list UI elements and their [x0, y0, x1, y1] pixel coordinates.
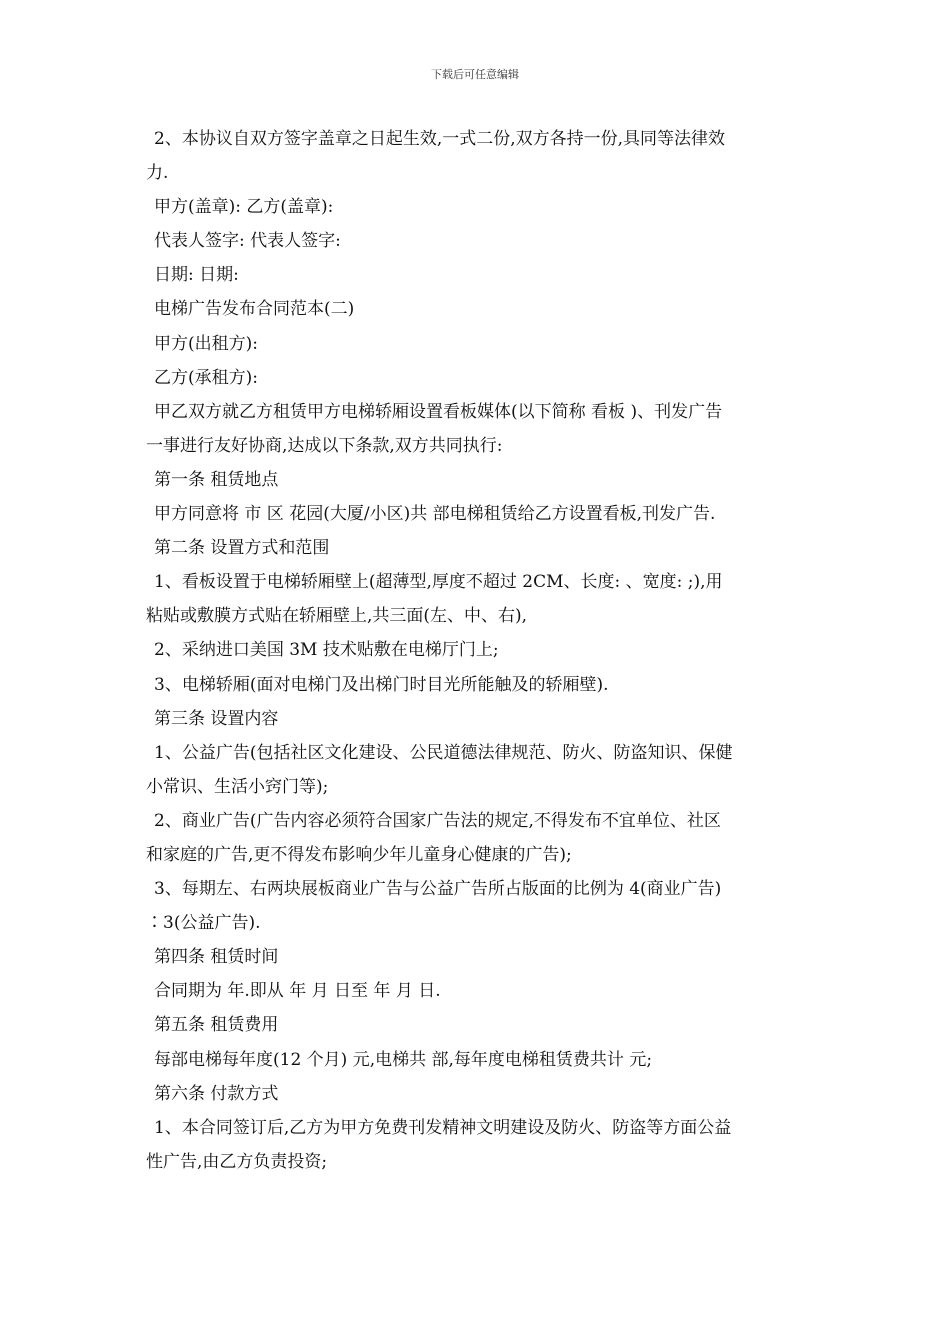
text-line: 2、采纳进口美国 3M 技术贴敷在电梯厅门上; — [154, 640, 499, 661]
text-line: 甲方(盖章): 乙方(盖章): — [154, 197, 334, 218]
text-line: 性广告,由乙方负责投资; — [146, 1151, 328, 1172]
text-line: 每部电梯每年度(12 个月) 元,电梯共 部,每年度电梯租赁费共计 元; — [154, 1049, 653, 1070]
document-body — [146, 122, 811, 1179]
text-line: 3、每期左、右两块展板商业广告与公益广告所占版面的比例为 4(商业广告) — [154, 879, 722, 900]
text-line: 小常识、生活小窍门等); — [146, 776, 329, 797]
text-line: 第五条 租赁费用 — [154, 1015, 279, 1036]
text-line: 和家庭的广告,更不得发布影响少年儿童身心健康的广告); — [146, 844, 572, 865]
text-line: 电梯广告发布合同范本(二) — [154, 299, 355, 320]
text-line: 甲乙双方就乙方租赁甲方电梯轿厢设置看板媒体(以下简称 看板 )、刊发广告 — [154, 401, 723, 422]
text-line: 2、本协议自双方签字盖章之日起生效,一式二份,双方各持一份,具同等法律效 — [154, 129, 726, 149]
text-line: 第一条 租赁地点 — [154, 469, 279, 490]
text-line: 代表人签字: 代表人签字: — [154, 231, 341, 252]
text-line: 一事进行友好协商,达成以下条款,双方共同执行: — [146, 435, 503, 456]
text-line: 1、公益广告(包括社区文化建设、公民道德法律规范、防火、防盗知识、保健 — [154, 742, 733, 763]
text-line: 粘贴或敷膜方式贴在轿厢壁上,共三面(左、中、右), — [146, 606, 528, 627]
text-line: 3、电梯轿厢(面对电梯门及出梯门时目光所能触及的轿厢壁). — [154, 674, 609, 695]
text-line: 第六条 付款方式 — [154, 1083, 279, 1104]
text-line: 1、本合同签订后,乙方为甲方免费刊发精神文明建设及防火、防盗等方面公益 — [154, 1117, 732, 1138]
text-line: 乙方(承租方): — [154, 367, 258, 388]
text-line: 甲方同意将 市 区 花园(大厦/小区)共 部电梯租赁给乙方设置看板,刊发广告. — [154, 504, 716, 525]
text-line: 第三条 设置内容 — [154, 708, 279, 729]
text-line: 2、商业广告(广告内容必须符合国家广告法的规定,不得发布不宜单位、社区 — [154, 810, 721, 831]
text-line: 第四条 租赁时间 — [154, 947, 279, 968]
text-line: ∶3(公益广告). — [146, 913, 261, 934]
text-line: 第二条 设置方式和范围 — [154, 538, 330, 559]
text-line: 力. — [146, 163, 169, 184]
text-line: 合同期为 年.即从 年 月 日至 年 月 日. — [154, 981, 441, 1002]
text-line: 甲方(出租方): — [154, 333, 258, 354]
text-line: 日期: 日期: — [154, 265, 239, 286]
page-header: 下载后可任意编辑 — [431, 68, 519, 81]
text-line: 1、看板设置于电梯轿厢壁上(超薄型,厚度不超过 2CM、长度: 、宽度: ;),用 — [154, 572, 723, 593]
